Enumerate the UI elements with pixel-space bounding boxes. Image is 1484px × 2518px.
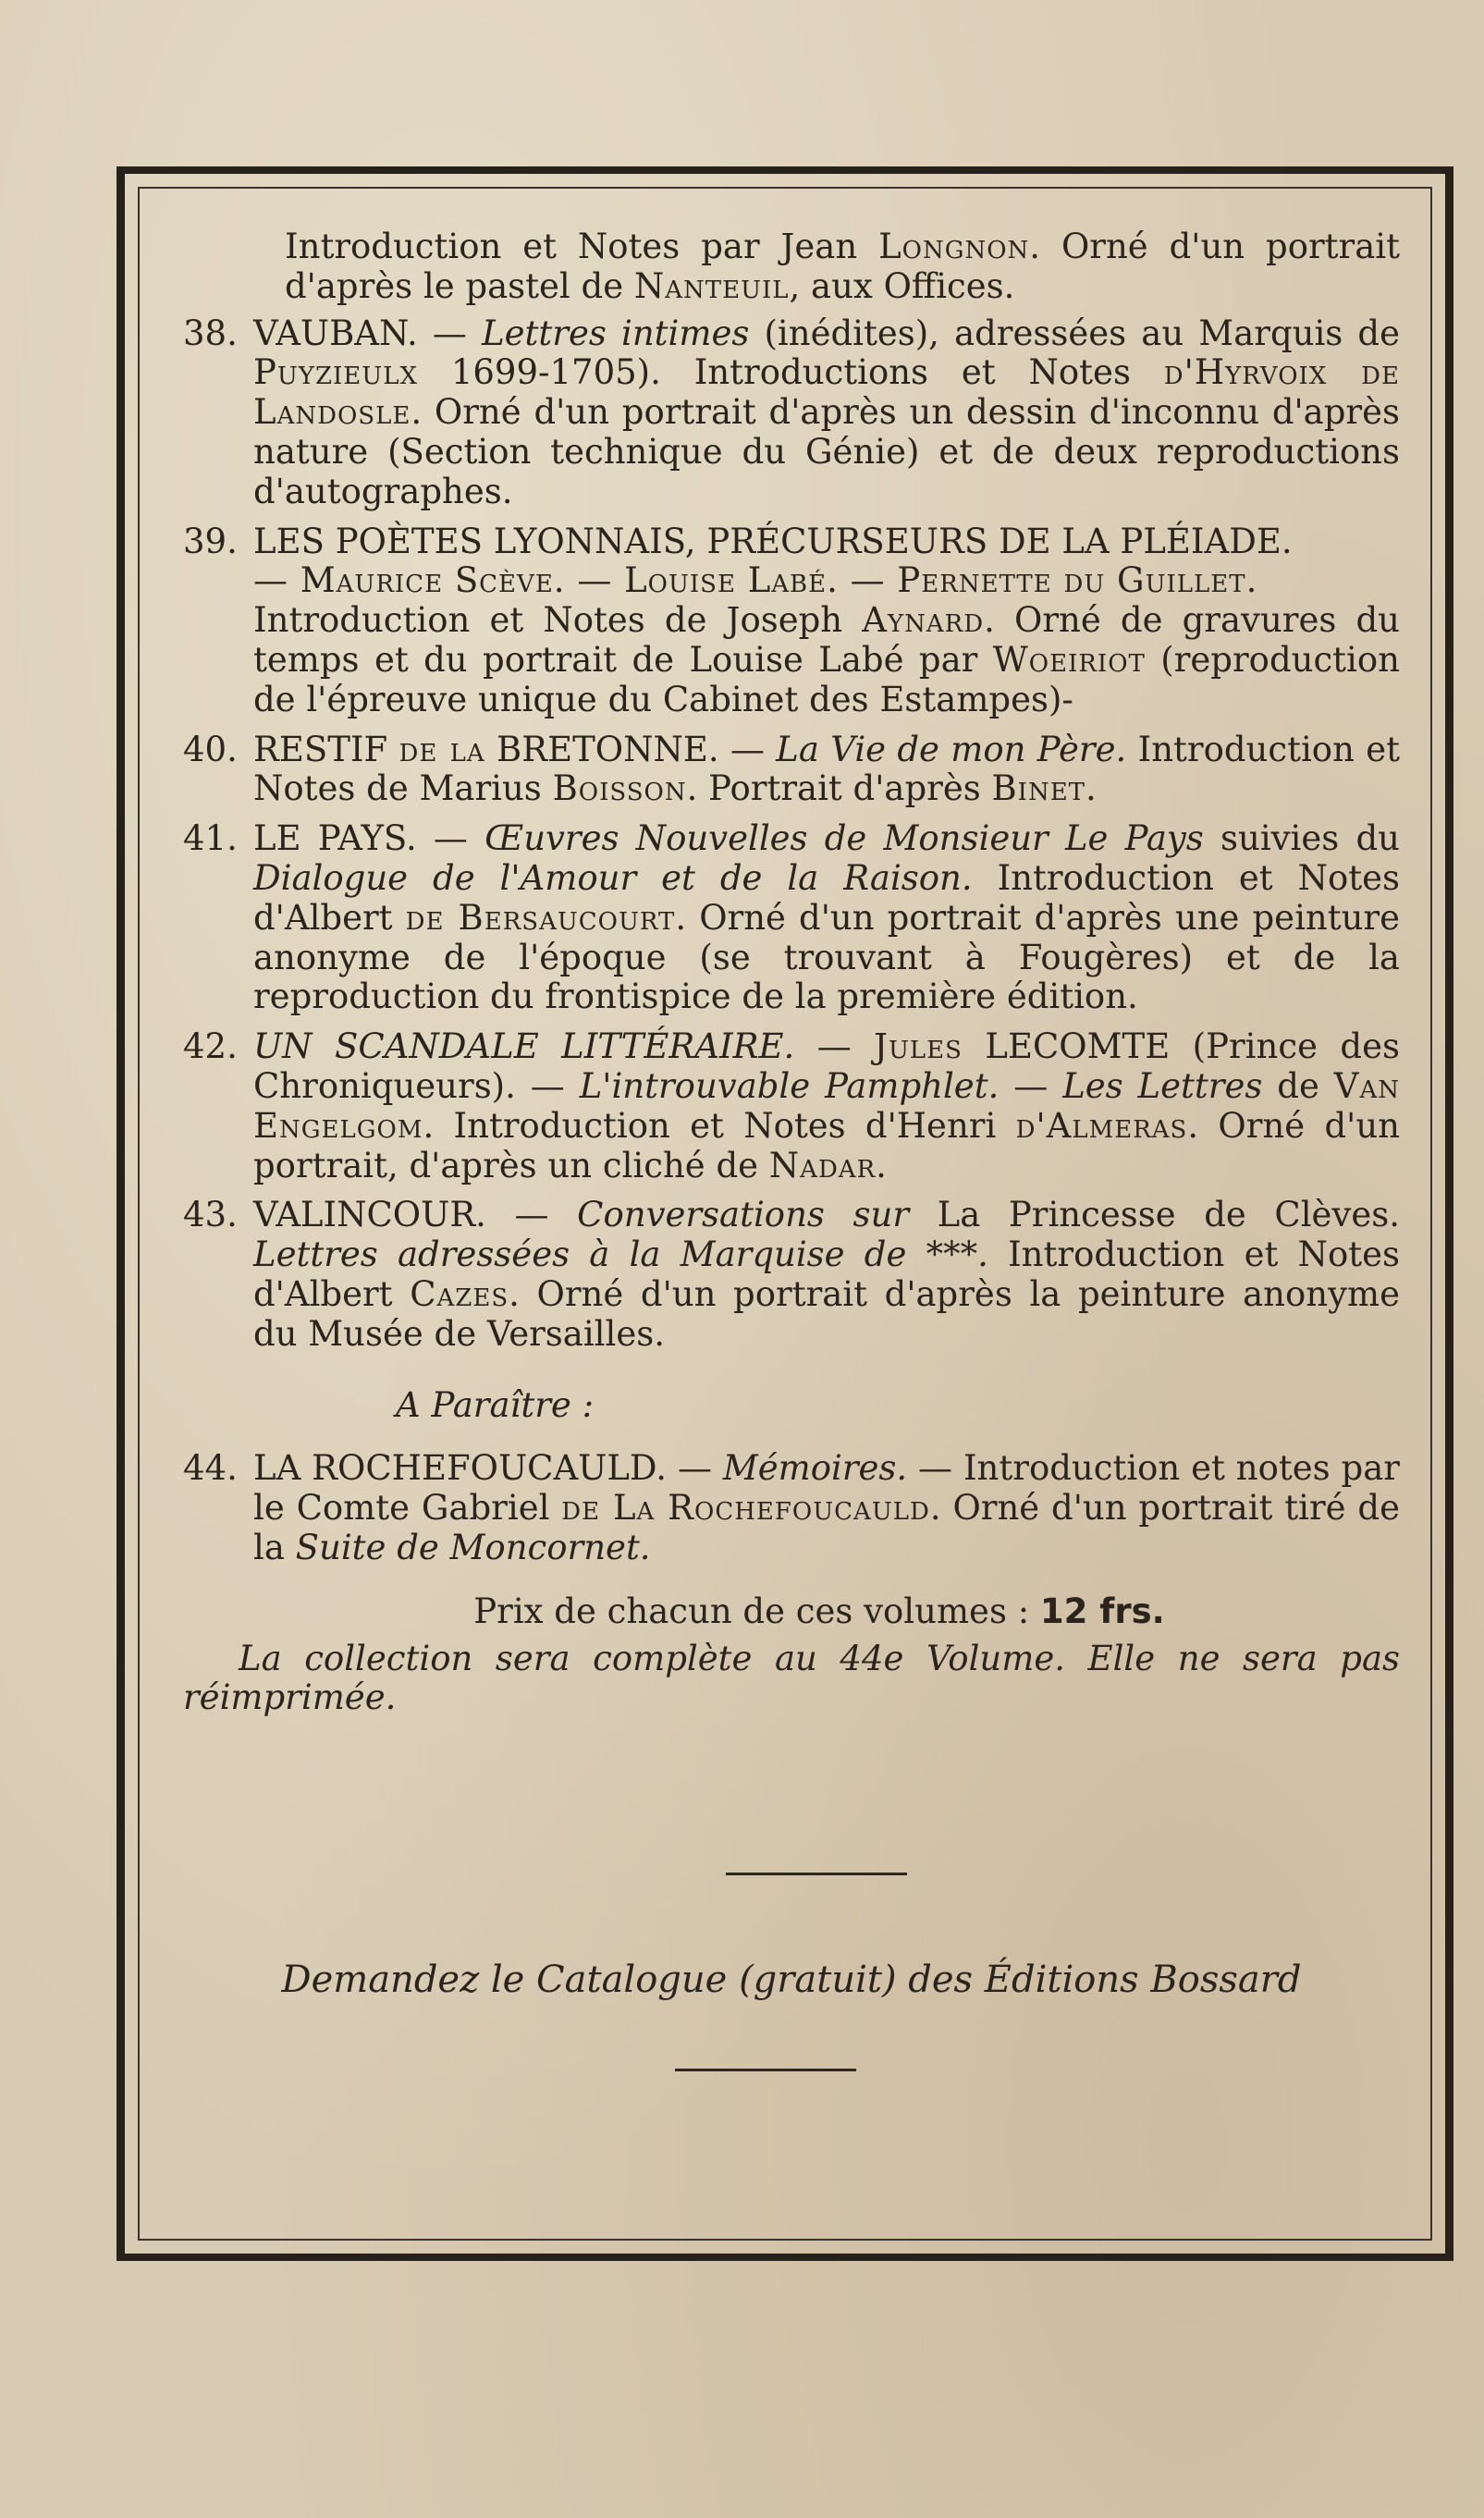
forthcoming-heading: A Paraître : — [396, 1384, 595, 1425]
entry-title: UN SCANDALE LITTÉRAIRE. — [253, 1026, 795, 1067]
entry-author: LECOMTE — [962, 1026, 1171, 1067]
entry-number: 42. — [183, 1026, 238, 1067]
entry-author: RESTIF — [253, 729, 399, 769]
entry-41: 41. LE PAYS. — Œuvres Nouvelles de Monsieur Le Pays suivies du Dialogue de l'Amour et de la Raison. Introduction et Notes d'Albert de Bersaucourt. Orné d'un portrait d'après une peinture anonyme de l'époque (se trouvant à Fougères) et de la reproduction du frontispice de la première édition. — [183, 818, 1401, 1017]
entry-number: 38. — [183, 313, 238, 353]
entry-number: 41. — [183, 818, 238, 859]
entry-author: VAUBAN. — [253, 313, 418, 353]
catalogue-request: Demandez le Catalogue (gratuit) des Éditions Bossard — [281, 1959, 1302, 2001]
entry-44: 44. LA ROCHEFOUCAULD. — Mémoires. — Introduction et notes par le Comte Gabriel de La Rochefoucauld. Orné d'un portrait tiré de la Suite de Moncornet. — [183, 1448, 1400, 1567]
entry-38: 38. VAUBAN. — Lettres intimes (inédites), adressées au Marquis de Puyzieulx 1699-1705). Introductions et Notes d'Hyrvoix de Landosle. Orné d'un portrait d'après un dessin d'inconnu d'après nature (Section technique du Génie) et de deux reproductions d'autographes. — [183, 313, 1400, 511]
entry-37-continuation: Introduction et Notes par Jean Longnon. Orné d'un portrait d'après le pastel de Nanteuil, aux Offices. — [285, 227, 1400, 306]
entry-number: 43. — [183, 1195, 238, 1235]
catalogue-list — [183, 227, 1400, 1718]
entry-number: 40. — [183, 729, 238, 769]
divider-rule — [726, 1873, 907, 1875]
entry-42: 42. UN SCANDALE LITTÉRAIRE. — Jules LECOMTE (Prince des Chroniqueurs). — L'introuvable Pamphlet. — Les Lettres de Van Engelgom. Introduction et Notes d'Henri d'Almeras. Orné d'un portrait, d'après un cliché de Nadar. — [183, 1026, 1401, 1185]
entry-author: LE PAYS. — [253, 818, 417, 859]
entry-number: 39. — [183, 521, 238, 561]
collection-note: La collection sera complète au 44e Volume. Elle ne sera pas réimprimée. — [183, 1638, 1400, 1718]
entry-title: Œuvres Nouvelles de Monsieur Le Pays — [484, 818, 1204, 859]
entry-43: 43. VALINCOUR. — Conversations sur La Princesse de Clèves. Lettres adressées à la Marquise de ***. Introduction et Notes d'Albert Cazes. Orné d'un portrait d'après la peinture anonyme du Musée de Versailles. — [183, 1195, 1400, 1354]
entry-39: 39. LES POÈTES LYONNAIS, PRÉCURSEURS DE LA PLÉIADE. — Maurice Scève. — Louise Labé. — Pernette du Guillet. Introduction et Notes de Joseph Aynard. Orné de gravures du temps et du portrait de Louise Labé par Woeiriot (reproduction de l'épreuve unique du Cabinet des Estampes)- — [183, 521, 1400, 719]
entry-40: 40. RESTIF de la BRETONNE. — La Vie de mon Père. Introduction et Notes de Marius Boisson. Portrait d'après Binet. — [183, 729, 1400, 809]
entry-author: VALINCOUR. — [253, 1195, 486, 1235]
divider-rule — [675, 2069, 856, 2071]
entry-title: Lettres intimes — [482, 313, 750, 353]
entry-title: La Vie de mon Père. — [776, 729, 1127, 769]
entry-author: LA ROCHEFOUCAULD. — [253, 1448, 668, 1489]
entry-author: LES POÈTES LYONNAIS, PRÉCURSEURS DE LA PLÉIADE. — [253, 521, 1293, 561]
entry-number: 44. — [183, 1448, 238, 1489]
price-amount: 12 frs. — [1039, 1591, 1165, 1631]
entry-title: Conversations sur — [577, 1195, 910, 1235]
price-line: Prix de chacun de ces volumes : 12 frs. — [473, 1591, 1165, 1631]
entry-title: Mémoires. — [722, 1448, 908, 1489]
